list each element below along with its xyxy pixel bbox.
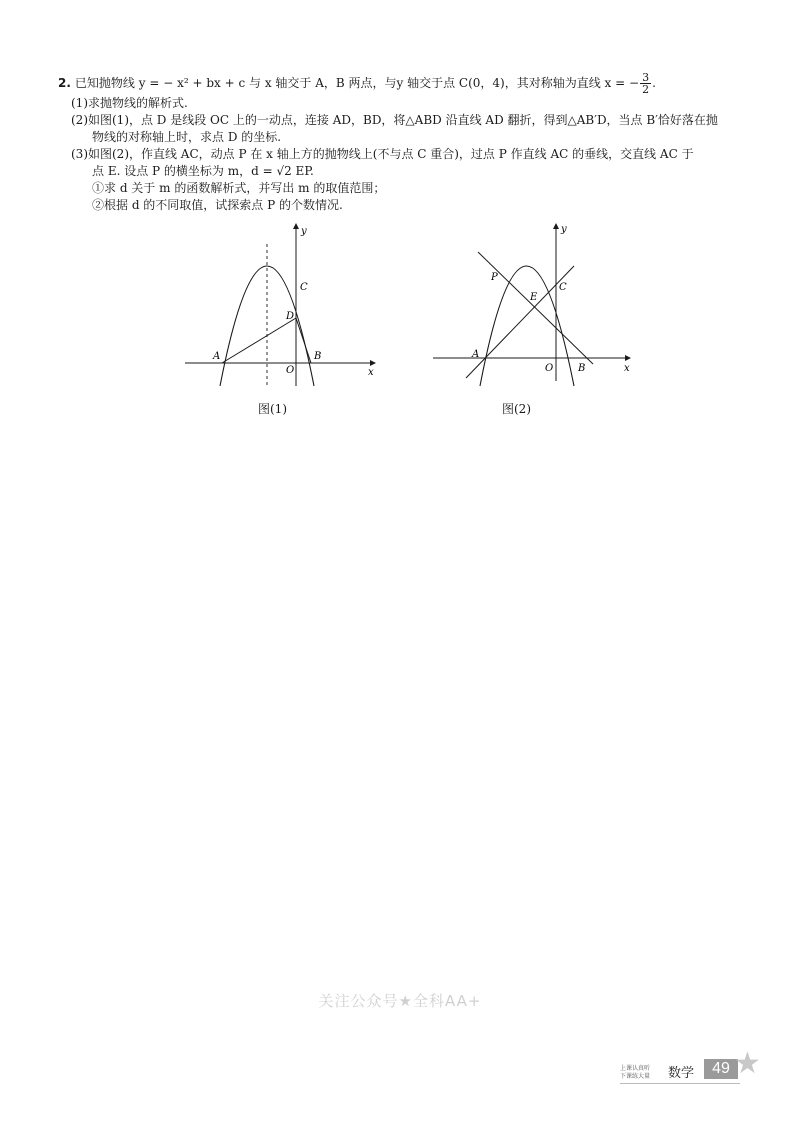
page-number: 49 (704, 1059, 738, 1079)
label-O: O (286, 365, 295, 376)
label-A: A (213, 351, 221, 362)
page-footer (620, 1046, 770, 1089)
label-A: A (472, 349, 480, 360)
label-B: B (578, 363, 586, 374)
footer-tagline-1: 上课认真听 (620, 1065, 651, 1072)
sub-question-2: ②根据 d 的不同取值，试探索点 P 的个数情况. (92, 198, 343, 212)
label-P: P (491, 272, 498, 283)
label-B: B (314, 351, 322, 362)
part-1: (1)求抛物线的解析式. (71, 96, 188, 110)
label-x: x (368, 367, 374, 378)
problem-stem: 2. 已知抛物线 y = − x² + bx + c 与 x 轴交于 A，B 两点，与y 轴交于点 C(0，4)，其对称轴为直线 x = − $\frac{3}{2}$ . (58, 71, 656, 96)
part-3-line-2: 点 E. 设点 P 的横坐标为 m，d = √2 EP. (92, 164, 314, 178)
footer-tagline-2: 下课练大量 (620, 1073, 651, 1080)
star-icon: ★ (734, 1046, 761, 1081)
footer-subject: 数学 (668, 1066, 695, 1081)
label-y: y (301, 226, 307, 237)
part-2-line-2: 物线的对称轴上时，求点 D 的坐标. (92, 130, 282, 144)
footer-rule (620, 1083, 740, 1084)
line-AC (466, 266, 574, 378)
watermark: 关注公众号★全科AA+ (318, 992, 482, 1010)
figure-1-caption: 图(1) (258, 402, 287, 416)
label-C: C (559, 282, 567, 293)
figure-2-caption: 图(2) (502, 402, 531, 416)
problem-2 (58, 72, 758, 214)
segment-AD (222, 318, 296, 363)
label-D: D (286, 311, 295, 322)
figure-2 (428, 218, 638, 388)
label-y: y (561, 224, 567, 235)
label-O: O (545, 363, 554, 374)
part-2-line-1: (2)如图(1)，点 D 是线段 OC 上的一动点，连接 AD，BD，将△ABD 沿直线 AD 翻折，得到△AB′D，当点 B′恰好落在抛 (71, 113, 718, 127)
label-C: C (300, 282, 308, 293)
label-x: x (624, 363, 630, 374)
figure-1 (180, 218, 380, 388)
problem-number: 2. (58, 76, 71, 90)
sub-question-1: ①求 d 关于 m 的函数解析式，并写出 m 的取值范围； (92, 181, 386, 195)
stem-text: 已知抛物线 y = − x² + bx + c 与 x 轴交于 A，B 两点，与y 轴交于点 C(0，4)，其对称轴为直线 x = − (74, 76, 640, 90)
label-E: E (530, 292, 538, 303)
segment-DB (296, 318, 311, 363)
part-3-line-1: (3)如图(2)，作直线 AC，动点 P 在 x 轴上方的抛物线上(不与点 C 重合)，过点 P 作直线 AC 的垂线，交直线 AC 于 (71, 147, 694, 161)
stem-fraction: $\frac{3}{2}$ (642, 71, 650, 96)
